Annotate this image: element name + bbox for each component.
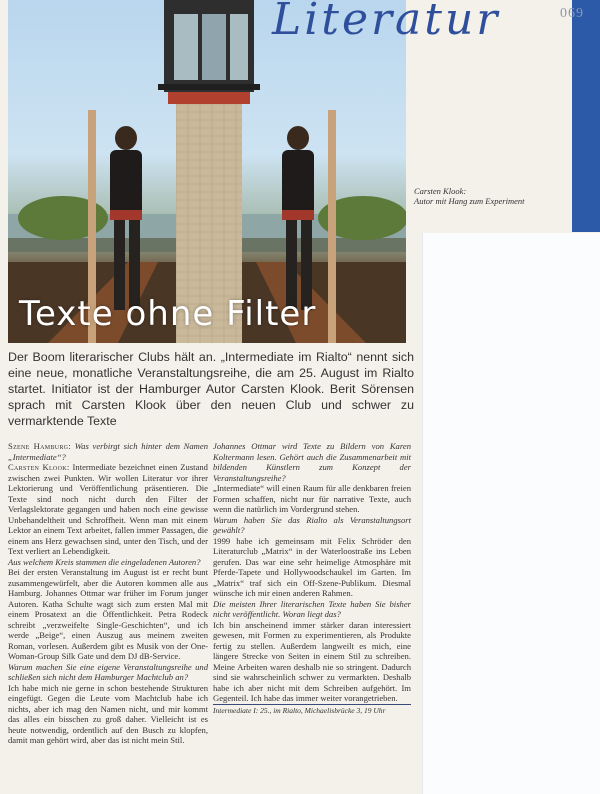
interview-answer: Ich habe mich nie gerne in schon bestehende Strukturen eingefügt. Gegen die Leute vom Machtclub habe ich nichts, aber ich mag den Namen nicht, und mir kommt das alles ein bisschen zu groß daher. Vielleicht ist es heute notwendig, ordentlich auf den Busch zu klopfen, damit man gehört wird, aber das ist nicht mein Stil.: [8, 682, 208, 745]
caption-name: Carsten Klook:: [414, 186, 467, 196]
interview-answer: Carsten Klook: Intermediate bezeichnet einen Zustand zwischen zwei Punkten. Wir wollen Literatur vor ihrer Lektorierung und Veröffentlichung präsentieren. Die Texte sind noch nicht durch den Filter der Verlagslektorate gegangen und haben noch eine gewisse Unbehandeltheit und Schroffheit. Wenn man mit einem Lektor an einem Text arbeitet, fallen immer Passagen, die einem ans Herz gewachsen sind, unter den Tisch, und der Text verliert an Lebendigkeit.: [8, 462, 208, 556]
interview-question: Johannes Ottmar wird Texte zu Bildern von Karen Koltermann lesen. Gehört auch die Zusammenarbeit mit bildenden Künstlern zum Konzept der Veranstaltungsreihe?: [213, 441, 411, 483]
interview-answer: Bei der ersten Veranstaltung im August ist er recht bunt zusammengewürfelt, aber die Autoren kommen alle aus Hamburg. Johannes Ottmar war früher im Forum junger Autoren. Katha Schulte wagt sich zum ersten Mal mit einem Prosatext an die Öffentlichkeit. Petra Rodeck schreibt „verzweifelte Single-Geschichten“, und ich werde „Beige“, einen Auszug aus meinem zweiten Roman, vorlesen. Außerdem gibt es Musik von der One-Woman-Group Silk Gate und dem DJ dB-Service.: [8, 567, 208, 661]
blue-edge-strip: [572, 0, 600, 232]
page-number: 069: [560, 6, 584, 21]
photo-caption: [414, 186, 564, 206]
interview-answer: „Intermediate“ will einen Raum für alle denkbaren freien Formen schaffen, nicht nur für narrative Texte, auch wenn die natürlich im Vordergrund stehen.: [213, 483, 411, 514]
interview-answer: 1999 habe ich gemeinsam mit Felix Schröder den Literaturclub „Matrix“ in der Waterloostraße ins Leben gerufen. Das war eine sehr heimelige Atmosphäre mit Pferde-Tapete und Hollywoodschaukel im Garten. Im „Matrix“ traf sich ein Off-Szene-Publikum. Diesmal wünsche ich mir einen anderen Rahmen.: [213, 535, 411, 598]
section-title: Literatur: [272, 0, 501, 45]
lead-paragraph: Der Boom literarischer Clubs hält an. „Intermediate im Rialto“ nennt sich eine neue, monatliche Veranstaltungsreihe, die am 25. August im Rialto startet. Initiator ist der Hamburger Autor Carsten Klook. Berit Sörensen sprach mit Carsten Klook über den neuen Club und schwer zu vermarktende Texte: [8, 350, 414, 428]
blank-sheet-overlay: [422, 233, 600, 794]
lighthouse-photo: [8, 0, 406, 343]
interview-question: Warum haben Sie das Rialto als Veranstaltungsort gewählt?: [213, 514, 411, 535]
article-column-right: [213, 441, 411, 716]
article-column-left: [8, 441, 208, 746]
interview-question: Die meisten Ihrer literarischen Texte haben Sie bisher nicht veröffentlicht. Woran liegt das?: [213, 598, 411, 619]
article-headline: Texte ohne Filter: [19, 294, 317, 334]
interview-answer: Ich bin anscheinend immer stärker daran interessiert gewesen, mit Formen zu experimentieren, als Produkte fertig zu stellen. Außerdem langweilt es mich, eine längere Strecke von Seiten in einem Stil zu schreiben. Meine Arbeiten waren deshalb nie so stringent. Dadurch sind sie wahrscheinlich schwer zu vermarkten. Deshalb habe ich aber nicht mit dem Schreiben aufgehört. Im Gegenteil. Ich habe das immer weiter vorangetrieben.: [213, 619, 411, 703]
photo-illustration: [8, 0, 406, 343]
caption-description: Autor mit Hang zum Experiment: [414, 196, 525, 206]
interview-question: Szene Hamburg: Was verbirgt sich hinter dem Namen „Intermediate“?: [8, 441, 209, 462]
interview-question: Aus welchem Kreis stammen die eingeladenen Autoren?: [8, 556, 201, 567]
event-info-footer: Intermediate I: 25., im Rialto, Michaelisbrücke 3, 19 Uhr: [213, 704, 411, 717]
interview-question: Warum machen Sie eine eigene Veranstaltungsreihe und schließen sich nicht dem Hamburger Machtclub an?: [8, 661, 208, 682]
